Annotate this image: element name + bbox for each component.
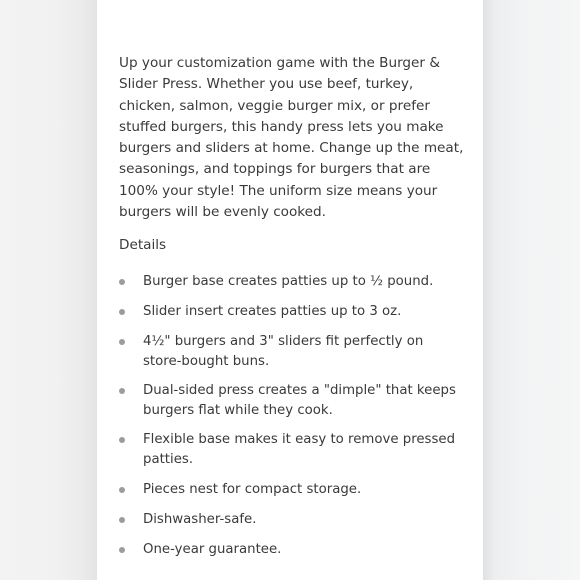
product-description: Up your customization game with the Burger & Slider Press. Whether you use beef, turkey, chicken, salmon, veggie burger mix, or prefer stuffed burgers, this handy press lets you make burgers and sliders at home. Change up the meat, seasonings, and toppings for burgers that are 100% your style! The uniform size means your burgers will be evenly cooked. bbox=[119, 55, 464, 221]
right-background bbox=[483, 0, 580, 580]
feature-text: Slider insert creates patties up to 3 oz. bbox=[143, 304, 402, 319]
feature-text: Dual-sided press creates a "dimple" that keeps burgers flat while they cook. bbox=[143, 383, 456, 418]
product-details-panel bbox=[97, 0, 483, 580]
feature-text: Flexible base makes it easy to remove pressed patties. bbox=[143, 432, 456, 467]
feature-text: Pieces nest for compact storage. bbox=[143, 482, 362, 497]
bullet-icon bbox=[119, 517, 125, 523]
feature-text: Dishwasher-safe. bbox=[143, 512, 257, 527]
feature-text: 4½" burgers and 3" sliders fit perfectly on store-bought buns. bbox=[143, 334, 424, 369]
feature-text: Burger base creates patties up to ½ pound. bbox=[143, 274, 434, 289]
feature-text: One-year guarantee. bbox=[143, 542, 282, 557]
bullet-icon bbox=[119, 547, 125, 553]
bullet-icon bbox=[119, 309, 125, 315]
bullet-icon bbox=[119, 437, 125, 443]
bullet-icon bbox=[119, 388, 125, 394]
bullet-icon bbox=[119, 487, 125, 493]
left-background bbox=[0, 0, 97, 580]
bullet-icon bbox=[119, 339, 125, 345]
bullet-icon bbox=[119, 279, 125, 285]
details-heading: Details bbox=[119, 237, 167, 253]
